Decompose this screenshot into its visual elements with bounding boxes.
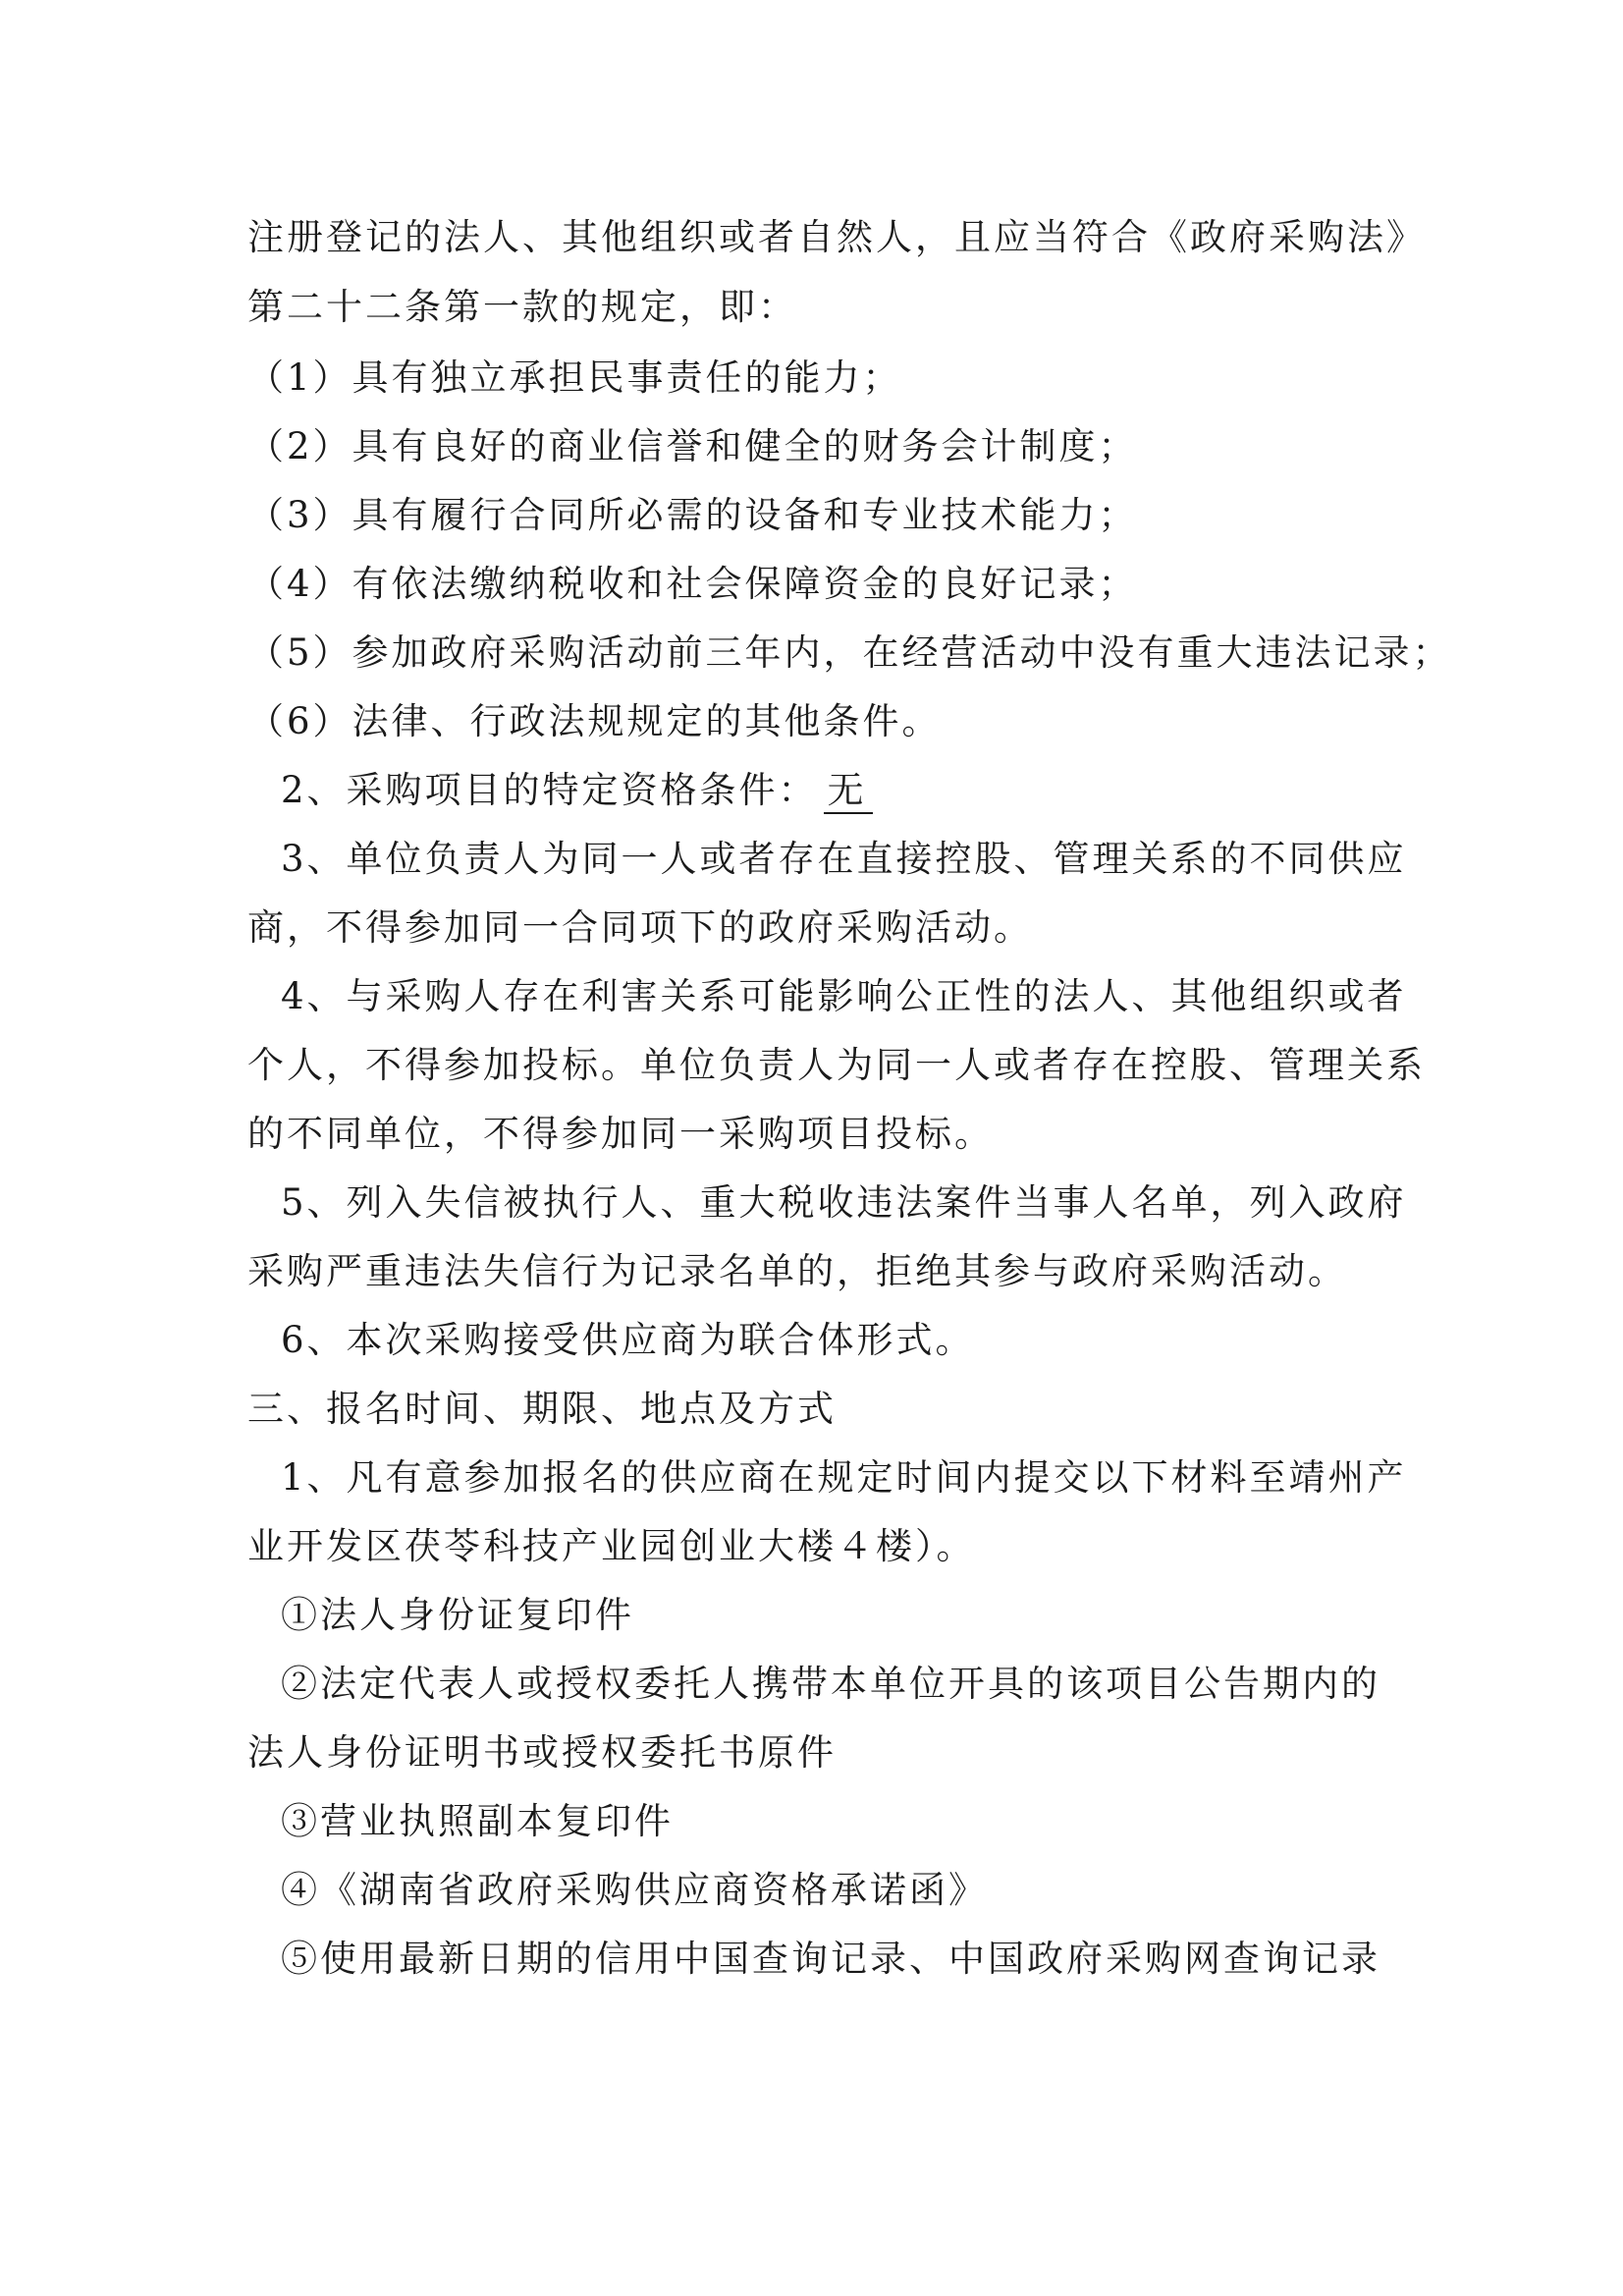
text-line: （2）具有良好的商业信誉和健全的财务会计制度； [247,425,1138,467]
special-qualification-label: 2、采购项目的特定资格条件： [281,769,818,811]
text-line: （1）具有独立承担民事责任的能力； [247,356,902,399]
text-line: 4、与采购人存在利害关系可能影响公正性的法人、其他组织或者 [281,975,1407,1017]
text-line: 商，不得参加同一合同项下的政府采购活动。 [247,906,1033,949]
text-line: 法人身份证明书或授权委托书原件 [247,1731,837,1774]
text-line: 的不同单位，不得参加同一采购项目投标。 [247,1113,994,1155]
text-line: 6、本次采购接受供应商为联合体形式。 [281,1319,975,1361]
text-line: （4）有依法缴纳税收和社会保障资金的良好记录； [247,563,1138,605]
text-line: 3、单位负责人为同一人或者存在直接控股、管理关系的不同供应 [281,838,1407,880]
list-item: ③营业执照副本复印件 [281,1800,674,1842]
text-line: （6）法律、行政法规规定的其他条件。 [247,700,942,742]
text-line: 采购严重违法失信行为记录名单的，拒绝其参与政府采购活动。 [247,1250,1347,1292]
text-line: 业开发区茯苓科技产业园创业大楼４楼）。 [247,1525,976,1567]
list-item: ⑤使用最新日期的信用中国查询记录、中国政府采购网查询记录 [281,1938,1380,1980]
section-heading: 三、报名时间、期限、地点及方式 [247,1388,837,1430]
special-qualification-value: 无 [824,769,873,814]
text-line: 第二十二条第一款的规定，即： [247,286,797,328]
special-qualification-line [281,761,1420,820]
list-item: ①法人身份证复印件 [281,1594,634,1636]
text-line: （5）参加政府采购活动前三年内，在经营活动中没有重大违法记录； [247,631,1452,674]
text-line: 5、列入失信被执行人、重大税收违法案件当事人名单，列入政府 [281,1181,1407,1224]
text-line: 个人，不得参加投标。单位负责人为同一人或者存在控股、管理关系 [247,1044,1426,1086]
text-line: （3）具有履行合同所必需的设备和专业技术能力； [247,494,1138,536]
text-line: 1、凡有意参加报名的供应商在规定时间内提交以下材料至靖州产 [281,1456,1407,1499]
list-item: ④《湖南省政府采购供应商资格承诺函》 [281,1869,988,1911]
list-item: ②法定代表人或授权委托人携带本单位开具的该项目公告期内的 [281,1663,1380,1705]
text-line: 注册登记的法人、其他组织或者自然人，且应当符合《政府采购法》 [247,216,1426,258]
